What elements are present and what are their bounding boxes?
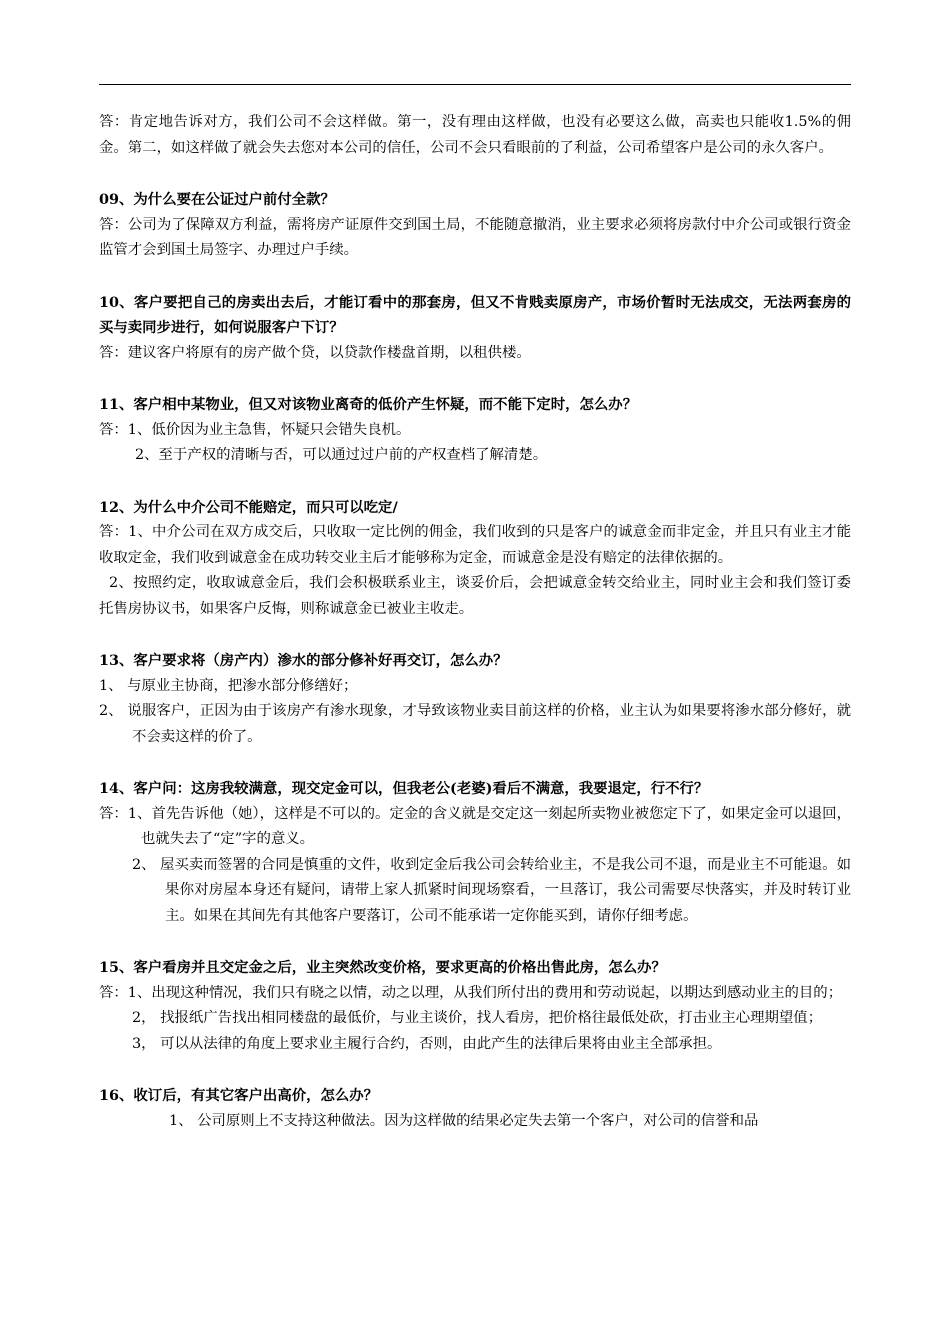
answer-15-item-3: 3， 可以从法律的角度上要求业主履行合约，否则，由此产生的法律后果将由业主全部承担。 — [132, 1035, 722, 1052]
answer-14-item-2: 2、 屋买卖而签署的合同是慎重的文件，收到定金后我公司会转给业主，不是我公司不退，而是业主不可能退。如果你对房屋本身还有疑问，请带上家人抓紧时间现场察看，一旦落订，我公司需要尽快落实，并及时转订业主。如果在其间先有其他客户要落订，公司不能承诺一定你能买到，请你仔细考虑。 — [132, 856, 851, 924]
answer-09: 答：公司为了保障双方利益，需将房产证原件交到国土局，不能随意撤消，业主要求必须将房款付中介公司或银行资金监管才会到国土局签字、办理过户手续。 — [99, 216, 851, 258]
answer-13-item-1: 1、 与原业主协商，把渗水部分修缮好； — [99, 677, 358, 694]
section-15 — [99, 955, 851, 1057]
answer-12-item-2: 2、按照约定，收取诚意金后，我们会积极联系业主，谈妥价后，会把诚意金转交给业主，同时业主会和我们签订委托售房协议书，如果客户反悔，则称诚意金已被业主收走。 — [99, 575, 851, 617]
section-11 — [99, 392, 851, 469]
answer-13-item-2: 2、 说服客户，正因为由于该房产有渗水现象，才导致该物业卖目前这样的价格，业主认为如果要将渗水部分修好，就不会卖这样的价了。 — [99, 703, 851, 745]
answer-12-item-1: 答：1、中介公司在双方成交后，只收取一定比例的佣金，我们收到的只是客户的诚意金而非定金，并且只有业主才能收取定金，我们收到诚意金在成功转交业主后才能够称为定金，而诚意金是没有赔定的法律依据的。 — [99, 524, 851, 566]
answer-11-item-1: 答：1、低价因为业主急售，怀疑只会错失良机。 — [99, 421, 411, 438]
section-14 — [99, 776, 851, 929]
question-11: 11、客户相中某物业，但又对该物业离奇的低价产生怀疑，而不能下定时，怎么办？ — [99, 396, 638, 413]
question-16: 16、收订后，有其它客户出高价，怎么办？ — [99, 1087, 379, 1104]
section-10 — [99, 290, 851, 367]
answer-15-item-2: 2， 找报纸广告找出相同楼盘的最低价，与业主谈价，找人看房，把价格往最低处砍，打击业主心理期望值； — [132, 1010, 823, 1026]
answer-11-item-2: 2、至于产权的清晰与否，可以通过过户前的产权查档了解清楚。 — [135, 447, 548, 463]
question-13: 13、客户要求将（房产内）渗水的部分修补好再交订，怎么办？ — [99, 652, 508, 669]
question-09: 09、为什么要在公证过户前付全款？ — [99, 191, 335, 208]
document-body — [99, 110, 851, 1134]
answer-15-item-1: 答：1、出现这种情况，我们只有晓之以情，动之以理，从我们所付出的费用和劳动说起，以期达到感动业主的目的； — [99, 984, 843, 1001]
section-08 — [99, 110, 851, 161]
answer-08: 答：肯定地告诉对方，我们公司不会这样做。第一，没有理由这样做，也没有必要这么做，高卖也只能收1.5%的佣金。第二，如这样做了就会失去您对本公司的信任，公司不会只看眼前的了利益，公司希望客户是公司的永久客户。 — [99, 114, 851, 156]
section-16 — [99, 1083, 851, 1134]
question-14: 14、客户问：这房我较满意，现交定金可以，但我老公(老婆)看后不满意，我要退定，行不行？ — [99, 780, 709, 797]
question-10: 10、客户要把自己的房卖出去后，才能订看中的那套房，但又不肯贱卖原房产，市场价暂时无法成交，无法两套房的买与卖同步进行，如何说服客户下订？ — [99, 293, 851, 336]
header-rule — [99, 84, 851, 85]
question-12: 12、为什么中介公司不能赔定，而只可以吃定/ — [99, 498, 398, 516]
section-13 — [99, 648, 851, 750]
answer-10: 答：建议客户将原有的房产做个贷，以贷款作楼盘首期，以租供楼。 — [99, 344, 531, 361]
answer-16-item-1: 1、 公司原则上不支持这种做法。因为这样做的结果必定失去第一个客户，对公司的信誉和品 — [169, 1112, 759, 1129]
section-09 — [99, 187, 851, 264]
answer-14-item-1: 答：1、首先告诉他（她），这样是不可以的。定金的含义就是交定这一刻起所卖物业被您定下了，如果定金可以退回，也就失去了“定”字的意义。 — [99, 805, 851, 847]
section-12 — [99, 495, 851, 623]
question-15: 15、客户看房并且交定金之后，业主突然改变价格，要求更高的价格出售此房，怎么办？ — [99, 959, 666, 976]
